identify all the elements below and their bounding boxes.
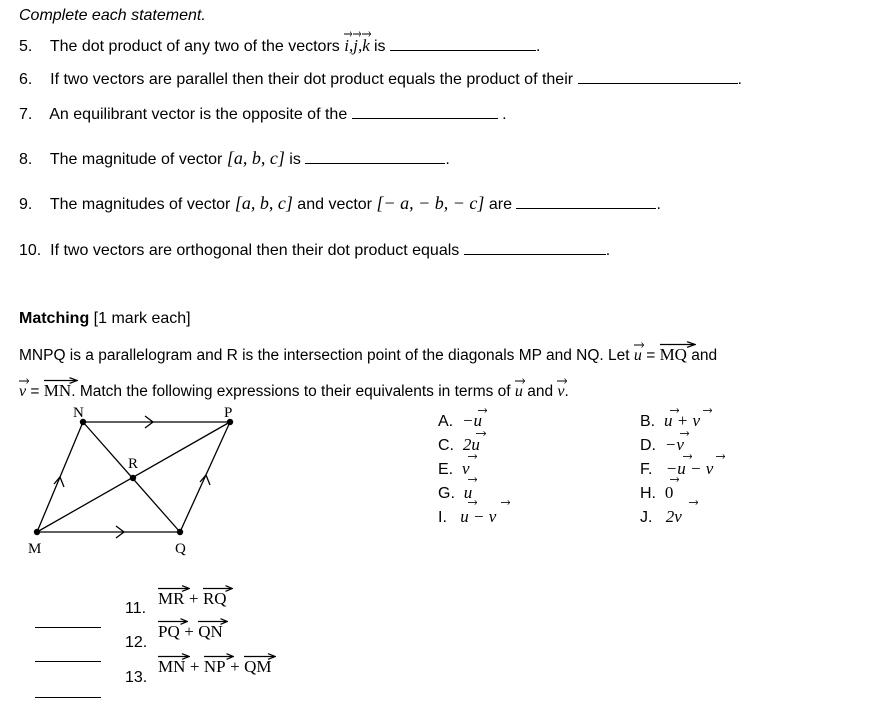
answer-blank-12[interactable] [35, 647, 101, 667]
option-f: F. −u − v [640, 459, 714, 478]
k-vector-icon: k [362, 36, 370, 56]
label-m: M [28, 541, 42, 557]
answer-blank-11[interactable] [35, 613, 101, 633]
statement-text: If two vectors are orthogonal then their dot product equals [50, 242, 460, 259]
v-vector-icon: v [19, 383, 26, 401]
option-h: H. 0 [640, 483, 674, 502]
j-vector-icon: j [353, 36, 358, 56]
vertex-r [130, 475, 136, 481]
question-12-expr: PQ + QN [158, 622, 223, 642]
option-e: E. v [438, 459, 470, 478]
statement-8: 8. The magnitude of vector [a, b, c] is . [19, 148, 450, 168]
statement-number: 10. [19, 242, 42, 259]
option-i: I. u − v [438, 507, 497, 526]
vertex-q [177, 529, 183, 535]
i-vector-icon: i [344, 36, 349, 56]
question-11-expr: MR + RQ [158, 589, 227, 609]
matching-marks: [1 mark each] [93, 310, 191, 327]
vector-expression: [a, b, c] [234, 193, 293, 213]
answer-blank-7[interactable] [352, 104, 498, 119]
statement-number: 9. [19, 196, 33, 213]
section-heading: Complete each statement. [19, 7, 206, 24]
vector-expression: [a, b, c] [226, 148, 285, 168]
parallelogram-diagram [20, 402, 250, 562]
v-vector-icon: v [557, 383, 564, 401]
answer-blank-13[interactable] [35, 683, 101, 703]
label-n: N [73, 405, 84, 421]
option-a: A. −u [438, 411, 482, 430]
option-b: B. u + v [640, 411, 701, 430]
statement-text: The magnitude of vector [49, 151, 223, 168]
statement-tail: is [289, 151, 301, 168]
intro-text: MNPQ is a parallelogram and R is the intersection point of the diagonals MP and NQ. Let [19, 347, 630, 364]
statement-number: 5. [19, 38, 33, 55]
label-q: Q [175, 541, 186, 557]
statement-text: The magnitudes of vector [49, 196, 231, 213]
statement-5: 5. The dot product of any two of the vectors i ,j ,k is . [19, 36, 540, 56]
question-13-expr: MN + NP + QM [158, 657, 272, 677]
statement-tail: are [488, 196, 512, 213]
option-c: C. 2u [438, 435, 480, 454]
u-vector-icon: u [515, 383, 523, 401]
answer-blank-6[interactable] [578, 69, 738, 84]
vertex-m [34, 529, 40, 535]
u-vector-icon: u [634, 347, 642, 365]
vector-names: i ,j ,k [344, 36, 374, 55]
intro-text: . Match the following expressions to their equivalents in terms of [71, 383, 511, 400]
question-11-number: 11. [125, 600, 147, 617]
matching-heading [19, 310, 191, 328]
option-g: G. u [438, 483, 473, 502]
statement-7: 7. An equilibrant vector is the opposite of the . [19, 106, 507, 123]
statement-10: 10. If two vectors are orthogonal then their dot product equals . [19, 242, 611, 259]
option-j: J. 2v [640, 507, 682, 526]
statement-9: 9. The magnitudes of vector [a, b, c] and vector [− a, − b, − c] are . [19, 193, 661, 213]
statement-text: If two vectors are parallel then their dot product equals the product of their [50, 71, 574, 88]
mq-vector: MQ [660, 345, 687, 365]
options-right-arrows [668, 405, 738, 525]
answer-blank-10[interactable] [464, 240, 606, 255]
matching-intro-line2: v = MN . Match the following expressions to their equivalents in terms of u and v . [19, 381, 569, 401]
label-p: P [224, 405, 233, 421]
answer-blank-8[interactable] [305, 149, 445, 164]
statement-number: 7. [19, 106, 33, 123]
arrow-mn-icon [54, 477, 64, 487]
question-12-number: 12. [125, 634, 148, 651]
mn-vector: MN [44, 381, 71, 401]
answer-blank-5[interactable] [390, 36, 536, 51]
statement-6: 6. If two vectors are parallel then their dot product equals the product of their . [19, 71, 742, 88]
options-left-arrows [466, 405, 526, 525]
statement-text: The dot product of any two of the vectors [49, 38, 340, 55]
statement-tail: is [374, 38, 386, 55]
statement-number: 6. [19, 71, 33, 88]
option-d: D. −v [640, 435, 684, 454]
statement-number: 8. [19, 151, 33, 168]
question-13-number: 13. [125, 669, 148, 686]
matching-title: Matching [19, 310, 90, 327]
label-r: R [128, 456, 139, 472]
answer-blank-9[interactable] [516, 194, 656, 209]
statement-text: An equilibrant vector is the opposite of the [49, 106, 348, 123]
statement-mid: and vector [297, 196, 373, 213]
vector-expression-negative: [− a, − b, − c] [376, 193, 485, 213]
matching-intro-line1: MNPQ is a parallelogram and R is the intersection point of the diagonals MP and NQ. Let u = MQ and [19, 345, 717, 365]
